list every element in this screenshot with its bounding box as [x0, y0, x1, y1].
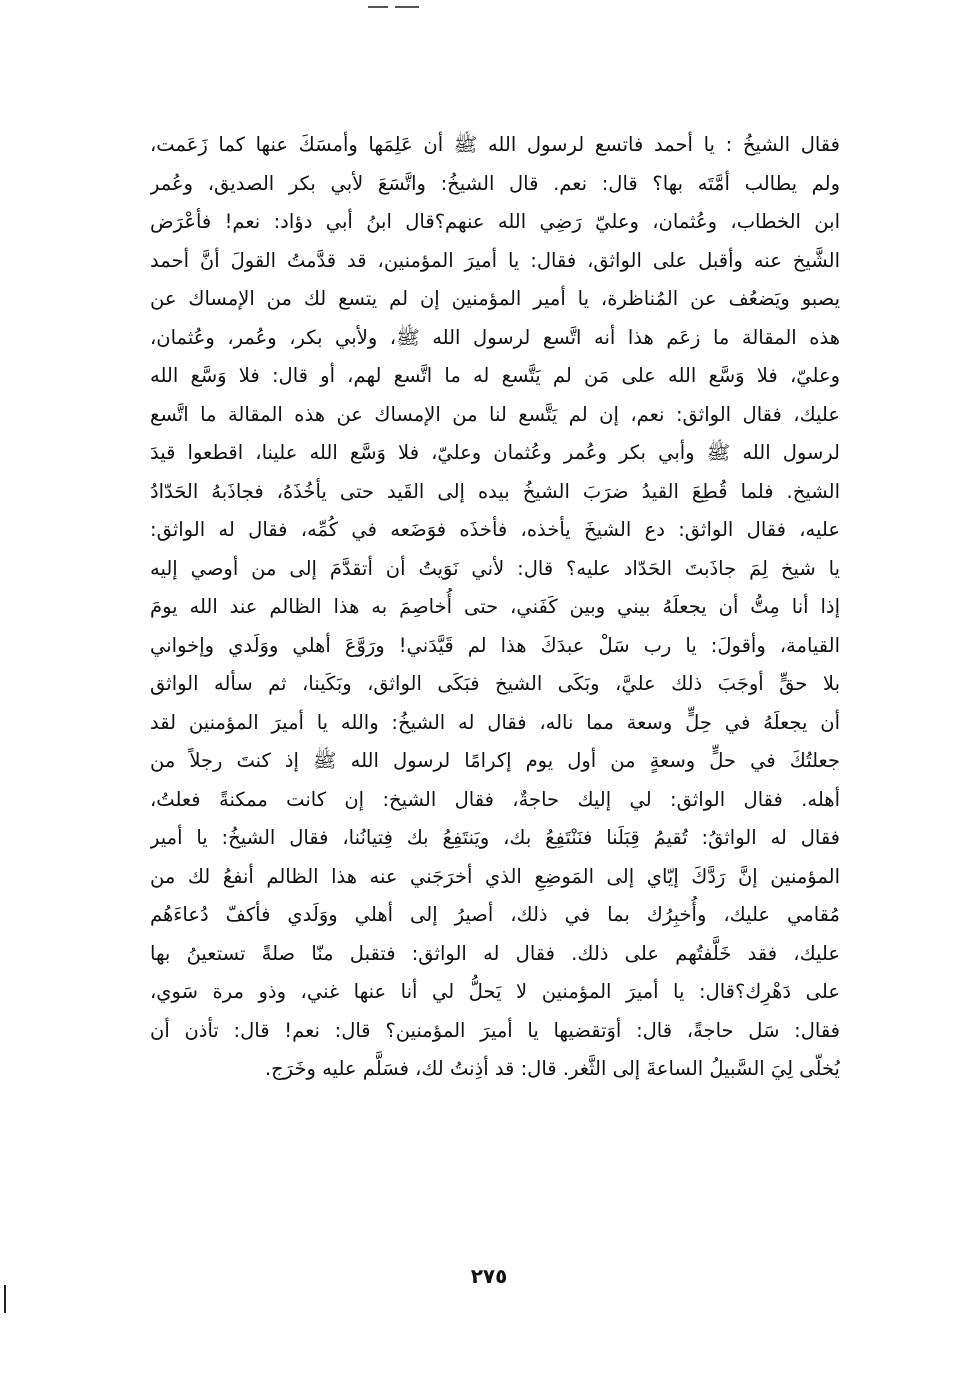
text-line: الشيخ. فلما قُطِعَ القيدُ ضرَبَ الشيخُ بيده إلى القَيد حتى يأخُذَهُ، فجاذَبهُ الحَدّادُ [150, 479, 840, 503]
text-line: بلا حقٍّ أوجَبَ ذلك عليَّ، وبَكَى الشيخ فبَكَى الواثق، وبَكَينا، ثم سأله الواثق [150, 672, 840, 695]
top-edge-mark [395, 6, 419, 8]
text-line: عليه، فقال الواثق: دع الشيخَ يأخذه، فأخذَه فوَضَعه في كُمِّه، فقال له الواثق: [150, 518, 840, 541]
text-line: فقال الشيخُ : يا أحمد فاتسع لرسول الله ﷺ أن عَلِمَها وأمسَكَ عنها كما زَعَمت، [150, 133, 840, 156]
text-line: المؤمنين إنَّ رَدَّكَ إيّاي إلى المَوضِعِ الذي أخرَجَني عنه هذا الظالم أنفعُ لك من [150, 864, 840, 888]
text-line: فقال له الواثقُ: تُقيمُ قِبَلَنا فنَنْتَفِعُ بك، ويَنتَفِعُ بك فِتيانُنا، فقال الشيخُ: يا أمير [150, 826, 840, 849]
text-line: الشَّيخ عنه وأقبل على الواثق، فقال: يا أميرَ المؤمنين، قد قدَّمتُ القولَ أنَّ أحمد [150, 248, 840, 272]
top-edge-mark [368, 6, 388, 8]
text-line: يا شيخ لِمَ جاذَبتَ الحَدّاد عليه؟ قال: لأني نَوَيتُ أن أتقدَّمَ إلى من أوصي إليه [150, 556, 840, 580]
text-line: جعلتُكَ في حلٍّ وسعةٍ من أول يوم إكرامًا لرسول الله ﷺ إذ كنتَ رجلاً من [150, 749, 840, 772]
text-line: إذا أنا مِتُّ أن يجعلَهُ بيني وبين كَفَني، حتى أُخاصِمَ به هذا الظالم عند الله يومَ [150, 595, 840, 618]
text-line: عليك، فقد خَلَّفتُهم على ذلك. فقال له الواثق: فتقبل منّا صلةً تستعينُ بها [150, 941, 840, 965]
text-line: فقال: سَل حاجةً، قال: أوَتقضيها يا أميرَ المؤمنين؟ قال: نعم! قال: تأذن أن [150, 1018, 840, 1042]
body-text [150, 126, 840, 1089]
text-line: القيامة، وأقولَ: يا رب سَلْ عبدَكَ هذا لم قَيَّدَني! ورَوَّعَ أهلي ووَلَدي وإخواني [150, 633, 840, 657]
text-line: أن يجعلَهُ في حِلٍّ وسعة مما ناله، فقال له الشيخُ: والله يا أميرَ المؤمنين لقد [150, 710, 840, 734]
left-edge-mark [4, 1285, 6, 1313]
text-line: هذه المقالة ما زعَم هذا أنه اتَّسع لرسول الله ﷺ، ولأبي بكر، وعُمر، وعُثمان، [150, 325, 840, 349]
text-line: عليك، فقال الواثق: نعم، إن لم يَتَّسع لنا من الإمساك عن هذه المقالة ما اتَّسع [150, 402, 840, 426]
page-number: ٢٧٥ [470, 1264, 508, 1288]
text-line: يُخلّى لِيَ السَّبيلُ الساعةَ إلى الثَّغر. قال: قد أذِنتُ لك، فسَلَّم عليه وخَرَج. [264, 1057, 840, 1080]
text-line: لرسول الله ﷺ وأبي بكر وعُمر وعُثمان وعليّ، فلا وَسَّع الله علينا، اقطعوا قيدَ [150, 441, 840, 464]
text-line: ابن الخطاب، وعُثمان، وعليّ رَضِي الله عنهم؟قال ابنُ أبي دؤاد: نعم! فأعْرَض [150, 210, 840, 233]
text-line: مُقامي عليك، وأُخبِرُك بما في ذلك، أصيرُ إلى أهلي ووَلَدي فأكفّ دُعاءَهُم [150, 903, 840, 926]
text-line: يصبو ويَضعُف عن المُناظرة، يا أمير المؤمنين إن لم يتسع لك من الإمساك عن [150, 287, 840, 310]
text-line: أهله. فقال الواثق: لي إليك حاجةٌ، فقال الشيخ: إن كانت ممكنةً فعلتُ، [150, 787, 840, 811]
text-line: على دَهْرِك؟قال: يا أميرَ المؤمنين لا يَحلُّ لي أنا عنها غني، وذو مرة سَوي، [150, 980, 840, 1003]
text-line: وعليّ، فلا وَسَّع الله على مَن لم يَتَّسع له ما اتَّسع لهم، أو قال: فلا وَسَّع الله [150, 364, 840, 387]
text-line: ولم يطالب أمَّتَه بها؟ قال: نعم. قال الشيخُ: واتَّسَعَ لأبي بكر الصديق، وعُمر [150, 171, 840, 195]
